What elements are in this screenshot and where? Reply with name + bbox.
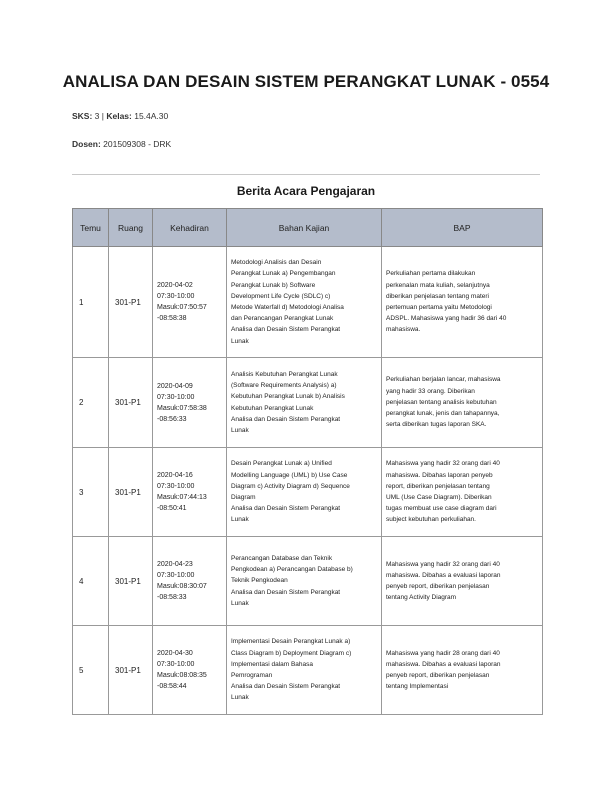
bahan-kajian-cell (227, 537, 382, 626)
sks-label: SKS: (72, 111, 93, 121)
table-row (73, 537, 543, 626)
table-row (73, 358, 543, 448)
ruang-cell: 301-P1 (109, 448, 153, 537)
kehadiran-text: 2020-04-23 07:30-10:00 Masuk:08:30:07 -08:58:33 (157, 561, 207, 601)
header-kehadiran: Kehadiran (153, 209, 227, 247)
kehadiran-cell (153, 247, 227, 358)
bap-text: Mahasiswa yang hadir 32 orang dari 40 mahasiswa. Dibahas a evaluasi laporan penyeb report, diberikan penjelasan tentang Activity Diagram (386, 560, 501, 602)
divider (72, 174, 540, 175)
ruang-cell: 301-P1 (109, 247, 153, 358)
bap-text: Mahasiswa yang hadir 32 orang dari 40 mahasiswa. Dibahas laporan penyeb report, diberikan penjelasan tentang UML (Use Case Diagram). Diberikan tugas membuat use case diagram dari subject kebutuhan perkuliahan. (386, 460, 500, 524)
lecturer-info-line (72, 139, 171, 149)
bap-text: Perkuliahan berjalan lancar, mahasiswa yang hadir 33 orang. Diberikan penjelasan tentang analisis kebutuhan perangkat lunak, jenis dan tahapannya, serta diberikan tugas laporan SKA. (386, 376, 501, 429)
bahan-kajian-text: Metodologi Analisis dan Desain Perangkat Lunak a) Pengembangan Perangkat Lunak b) Software Development Life Cycle (SDLC) c) Metode Waterfall d) Metodologi Analisa dan Perancangan Perangkat Lunak Analisa dan Desain Sistem Perangkat Lunak (231, 259, 344, 345)
bap-cell (382, 358, 543, 448)
table-header-row (73, 209, 543, 247)
section-title: Berita Acara Pengajaran (236, 184, 376, 198)
temu-cell: 2 (73, 358, 109, 448)
bahan-kajian-text: Desain Perangkat Lunak a) Unified Modelling Language (UML) b) Use Case Diagram c) Activity Diagram d) Sequence Diagram Analisa dan Desain Sistem Perangkat Lunak (231, 460, 350, 524)
kehadiran-text: 2020-04-30 07:30-10:00 Masuk:08:08:35 -08:58:44 (157, 650, 207, 690)
ruang-cell: 301-P1 (109, 537, 153, 626)
bap-text: Mahasiswa yang hadir 28 orang dari 40 mahasiswa. Dibahas a evaluasi laporan penyeb report, diberikan penjelasan tentang Implementasi (386, 649, 501, 691)
temu-cell: 5 (73, 626, 109, 715)
dosen-value: 201509308 - DRK (100, 139, 172, 149)
bahan-kajian-cell (227, 448, 382, 537)
ruang-cell: 301-P1 (109, 626, 153, 715)
kehadiran-cell (153, 358, 227, 448)
bahan-kajian-text: Perancangan Database dan Teknik Pengkodean a) Perancangan Database b) Teknik Pengkodean Analisa dan Desain Sistem Perangkat Lunak (231, 554, 353, 607)
bap-cell (382, 626, 543, 715)
dosen-label: Dosen: (72, 139, 101, 149)
bahan-kajian-cell (227, 626, 382, 715)
kehadiran-cell (153, 537, 227, 626)
temu-cell: 1 (73, 247, 109, 358)
bahan-kajian-text: Analisis Kebutuhan Perangkat Lunak (Software Requirements Analysis) a) Kebutuhan Perangkat Lunak b) Analisis Kebutuhan Perangkat Lunak Analisa dan Desain Sistem Perangkat Lunak (231, 370, 345, 434)
bahan-kajian-cell (227, 358, 382, 448)
bahan-kajian-cell (227, 247, 382, 358)
header-ruang: Ruang (109, 209, 153, 247)
document-title: ANALISA DAN DESAIN SISTEM PERANGKAT LUNAK - 0554 (62, 72, 550, 91)
header-temu: Temu (73, 209, 109, 247)
kehadiran-cell (153, 626, 227, 715)
kelas-value: 15.4A.30 (131, 111, 169, 121)
sks-value: 3 | (92, 111, 107, 121)
bap-cell (382, 537, 543, 626)
bap-cell (382, 247, 543, 358)
table-row (73, 448, 543, 537)
bahan-kajian-text: Implementasi Desain Perangkat Lunak a) Class Diagram b) Deployment Diagram c) Implementasi dalam Bahasa Pemrograman Analisa dan Desain Sistem Perangkat Lunak (231, 638, 352, 702)
temu-cell: 4 (73, 537, 109, 626)
temu-cell: 3 (73, 448, 109, 537)
header-bap: BAP (382, 209, 543, 247)
kehadiran-cell (153, 448, 227, 537)
course-info-line (72, 111, 168, 121)
kelas-label: Kelas: (106, 111, 132, 121)
kehadiran-text: 2020-04-16 07:30-10:00 Masuk:07:44:13 -08:50:41 (157, 472, 207, 512)
kehadiran-text: 2020-04-02 07:30-10:00 Masuk:07:50:57 -08:58:38 (157, 282, 207, 322)
header-bahan-kajian: Bahan Kajian (227, 209, 382, 247)
bap-text: Perkuliahan pertama dilakukan perkenalan mata kuliah, selanjutnya diberikan penjelasan tentang materi pertemuan pertama yaitu Metodologi ADSPL. Mahasiswa yang hadir 36 dari 40 mahasiswa. (386, 270, 507, 334)
table-row (73, 247, 543, 358)
bap-cell (382, 448, 543, 537)
ruang-cell: 301-P1 (109, 358, 153, 448)
kehadiran-text: 2020-04-09 07:30-10:00 Masuk:07:58:38 -08:56:33 (157, 382, 207, 423)
teaching-record-table (72, 208, 543, 715)
table-row (73, 626, 543, 715)
